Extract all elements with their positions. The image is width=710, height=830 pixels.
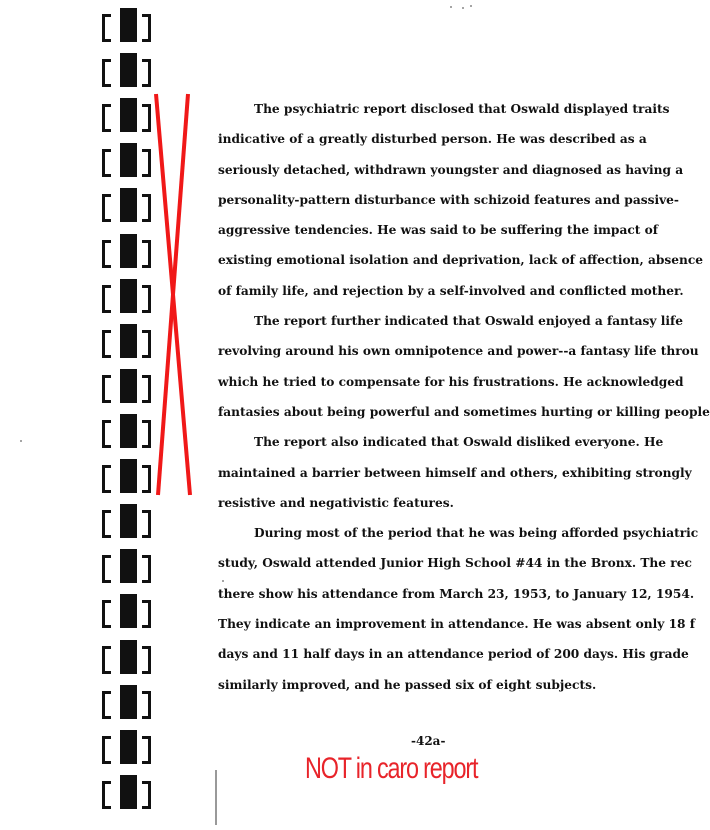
binding-ring [100,547,160,585]
margin-mark [215,770,217,825]
text-line: The psychiatric report disclosed that Oswald displayed traits [254,102,670,116]
text-line: fantasies about being powerful and sometimes hurting or killing people [218,404,710,419]
document-body [218,94,710,700]
text-line: seriously detached, withdrawn youngster and diagnosed as having a [218,162,684,177]
text-line: revolving around his own omnipotence and power--a fantasy life throu [218,344,699,359]
binding-ring [100,51,160,89]
text-line: of family life, and rejection by a self-involved and conflicted mother. [218,283,684,298]
scan-speck [470,5,472,7]
binding-ring [100,592,160,630]
text-line: there show his attendance from March 23, 1953, to January 12, 1954. [218,586,695,601]
text-line: personality-pattern disturbance with schizoid features and passive- [218,192,679,207]
binding-ring [100,6,160,44]
text-line: They indicate an improvement in attendance. He was absent only 18 f [218,617,696,632]
text-line: The report further indicated that Oswald enjoyed a fantasy life [254,314,683,329]
handwritten-annotation: NOT in caro report [305,752,478,785]
text-line: maintained a barrier between himself and others, exhibiting strongly [218,465,692,480]
binding-ring [100,502,160,540]
binding-ring [100,773,160,811]
text-line: aggressive tendencies. He was said to be suffering the impact of [218,223,659,238]
text-line: During most of the period that he was being afforded psychiatric [254,526,699,541]
text-line: The report also indicated that Oswald disliked everyone. He [254,435,664,450]
binding-ring [100,638,160,676]
binding-ring [100,683,160,721]
paragraph [218,427,692,518]
text-line: existing emotional isolation and deprivation, lack of affection, absence [218,253,704,268]
text-line: study, Oswald attended Junior High School #44 in the Bronx. The rec [218,556,692,571]
scan-speck [222,580,224,582]
text-line: resistive and negativistic features. [218,495,454,510]
scan-speck [462,7,464,9]
page-number: -42a- [411,734,446,748]
text-line: similarly improved, and he passed six of eight subjects. [218,677,597,692]
binding-ring [100,728,160,766]
paragraph [218,306,710,427]
paragraph [218,518,699,700]
text-line: which he tried to compensate for his frustrations. He acknowledged [218,374,684,389]
scan-speck [20,440,22,442]
paragraph [218,94,704,306]
scan-speck [450,6,452,8]
red-strike-x [150,92,195,497]
text-line: indicative of a greatly disturbed person. He was described as a [218,132,647,147]
text-line: days and 11 half days in an attendance period of 200 days. His grade [218,647,689,662]
